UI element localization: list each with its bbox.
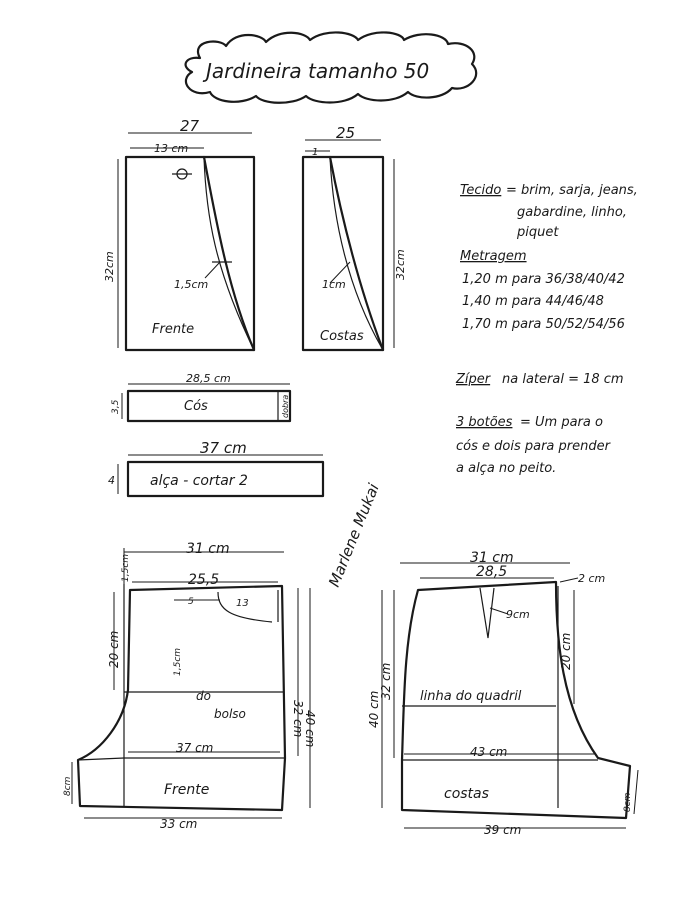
back-hem-height: 8cm [623, 792, 633, 812]
front-do: do [196, 689, 211, 703]
bib-back-label: Costas [320, 329, 364, 344]
bib-front-height: 32cm [103, 251, 116, 282]
front-pocket-label: bolso [214, 707, 246, 721]
fabric-line-1: = brim, sarja, jeans, [506, 183, 638, 198]
title-cloud [186, 32, 477, 102]
back-waist: 28,5 [476, 564, 508, 580]
front-pocket-depth: 1,5cm [173, 647, 183, 676]
front-depth: 20 cm [107, 630, 121, 668]
bib-back-height: 32cm [394, 249, 407, 280]
bib-back-dart: 1cm [322, 278, 346, 291]
waistband-height: 3,5 [111, 399, 121, 414]
buttons-label: 3 botões [456, 415, 513, 430]
page-title: Jardineira tamanho 50 [206, 59, 430, 83]
buttons-line-1: = Um para o [520, 415, 603, 430]
front-hem: 33 cm [160, 817, 198, 831]
front-five: 5 [188, 597, 194, 607]
bib-front-inner: 13 cm [154, 142, 189, 155]
bib-back-piece [303, 124, 407, 350]
back-top-width: 31 cm [470, 550, 514, 566]
bib-front-label: Frente [152, 322, 195, 337]
back-hem: 39 cm [484, 823, 522, 837]
zipper-text: na lateral = 18 cm [502, 372, 624, 387]
back-depth: 20 cm [559, 632, 573, 670]
zipper-label: Zíper [456, 372, 491, 387]
back-dart: 9cm [506, 608, 530, 621]
yardage-1: 1,20 m para 36/38/40/42 [462, 272, 625, 287]
front-side-40: 40 cm [303, 710, 317, 748]
buttons-line-2: cós e dois para prender [456, 439, 610, 454]
back-hip-line: linha do quadril [420, 689, 522, 704]
strap-label: alça - cortar 2 [150, 473, 248, 489]
fabric-label: Tecido [460, 183, 502, 198]
back-side-32: 32 cm [379, 662, 393, 700]
front-waist: 25,5 [188, 572, 220, 588]
bib-front-width: 27 [180, 117, 200, 135]
buttons-line-3: a alça no peito. [456, 461, 557, 476]
bib-back-inner: 1 [312, 147, 319, 158]
front-rise-small: 1,5cm [121, 553, 131, 582]
waistband-length: 28,5 cm [186, 372, 231, 385]
waistband-fold: dobra [281, 394, 290, 418]
front-label: Frente [164, 782, 210, 798]
back-label: costas [444, 786, 489, 802]
strap-length: 37 cm [200, 439, 247, 457]
waistband-piece [111, 372, 290, 421]
yardage-3: 1,70 m para 50/52/54/56 [462, 317, 625, 332]
back-side-40: 40 cm [367, 690, 381, 728]
fabric-line-2: gabardine, linho, [517, 205, 627, 220]
strap-height: 4 [108, 474, 115, 487]
yardage-label: Metragem [460, 249, 527, 264]
fabric-line-3: piquet [517, 225, 559, 240]
bib-front-dart: 1,5cm [174, 278, 209, 291]
back-hip: 43 cm [470, 745, 508, 759]
bib-back-width: 25 [336, 124, 356, 142]
front-hip: 37 cm [176, 741, 214, 755]
signature: Marlene Mukai [325, 481, 383, 590]
front-pants-piece [63, 541, 317, 831]
front-top-width: 31 cm [186, 541, 230, 557]
front-hem-height: 8cm [63, 776, 73, 796]
back-raise: 2 cm [578, 572, 606, 585]
strap-piece [108, 439, 323, 496]
notes-block [455, 183, 638, 476]
bib-front-piece [103, 117, 254, 350]
front-pocket-size: 13 [236, 598, 249, 609]
front-side-32: 32 cm [291, 700, 305, 738]
waistband-label: Cós [184, 399, 208, 414]
yardage-2: 1,40 m para 44/46/48 [462, 294, 604, 309]
back-pants-piece [367, 550, 638, 837]
